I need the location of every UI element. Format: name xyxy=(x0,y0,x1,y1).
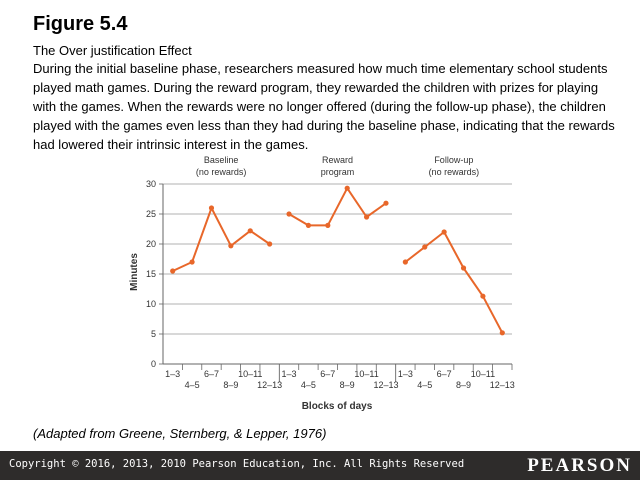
phase-label: Follow-up xyxy=(434,155,474,165)
pearson-logo: PEARSON xyxy=(527,455,632,476)
x-tick-label: 8–9 xyxy=(339,380,355,390)
x-tick-label: 1–3 xyxy=(165,369,181,379)
y-tick-label: 0 xyxy=(150,359,156,369)
x-axis-label: Blocks of days xyxy=(301,401,373,412)
data-point xyxy=(209,205,214,210)
data-point xyxy=(403,259,408,264)
x-tick-label: 4–5 xyxy=(184,380,200,390)
y-tick-label: 15 xyxy=(145,269,156,279)
y-tick-label: 25 xyxy=(145,209,156,219)
data-point xyxy=(500,330,505,335)
x-tick-label: 12–13 xyxy=(373,380,399,390)
x-tick-label: 6–7 xyxy=(203,369,219,379)
data-point xyxy=(189,259,194,264)
y-tick-label: 20 xyxy=(145,239,156,249)
data-point xyxy=(286,211,291,216)
x-tick-label: 10–11 xyxy=(354,369,379,379)
data-point xyxy=(422,244,427,249)
phase-label: Reward xyxy=(321,155,354,165)
data-point xyxy=(345,186,350,191)
axes xyxy=(146,179,515,390)
data-point xyxy=(170,268,175,273)
y-tick-label: 30 xyxy=(145,179,156,189)
figure-source: (Adapted from Greene, Sternberg, & Lepper, 1976) xyxy=(33,426,327,441)
data-point xyxy=(248,228,253,233)
data-point xyxy=(306,223,311,228)
series-line xyxy=(405,232,502,333)
series-line xyxy=(289,188,386,225)
x-tick-label: 8–9 xyxy=(223,380,239,390)
series-lines xyxy=(170,186,505,336)
copyright-text: Copyright © 2016, 2013, 2010 Pearson Education, Inc. All Rights Reserved xyxy=(9,458,465,470)
data-point xyxy=(383,201,388,206)
data-point xyxy=(325,223,330,228)
y-axis-label: Minutes xyxy=(129,253,140,291)
x-tick-label: 10–11 xyxy=(470,369,496,379)
data-point xyxy=(228,243,233,248)
phase-label: (no rewards) xyxy=(195,167,247,177)
x-tick-label: 4–5 xyxy=(300,380,316,390)
figure-subtitle: The Over justification Effect xyxy=(33,43,192,58)
x-tick-label: 4–5 xyxy=(417,380,433,390)
y-tick-label: 10 xyxy=(145,299,156,309)
data-point xyxy=(461,265,466,270)
y-tick-label: 5 xyxy=(150,329,156,339)
phase-label: program xyxy=(320,167,355,177)
x-tick-label: 6–7 xyxy=(436,369,452,379)
figure-title: Figure 5.4 xyxy=(33,13,128,35)
data-point xyxy=(480,294,485,299)
phase-labels xyxy=(196,155,479,177)
phase-label: (no rewards) xyxy=(428,167,480,177)
x-tick-label: 6–7 xyxy=(320,369,336,379)
data-point xyxy=(364,214,369,219)
series-line xyxy=(173,208,270,271)
x-tick-label: 1–3 xyxy=(397,369,413,379)
phase-label: Baseline xyxy=(203,155,239,165)
x-tick-label: 12–13 xyxy=(489,380,515,390)
footer-bar xyxy=(0,451,640,480)
x-tick-label: 8–9 xyxy=(456,380,472,390)
data-point xyxy=(442,229,447,234)
x-tick-label: 10–11 xyxy=(238,369,263,379)
figure-caption: During the initial baseline phase, researchers measured how much time elementary school students played math games. During the reward program, they rewarded the children with prizes for playing with the games. When the rewards were no longer offered (during the follow-up phase), the children played with the games even less than they had during the baseline phase, indicating that the rewards had lowered their intrinsic interest in the games. xyxy=(33,61,615,152)
x-tick-label: 1–3 xyxy=(281,369,297,379)
x-tick-label: 12–13 xyxy=(257,380,283,390)
data-point xyxy=(267,241,272,246)
